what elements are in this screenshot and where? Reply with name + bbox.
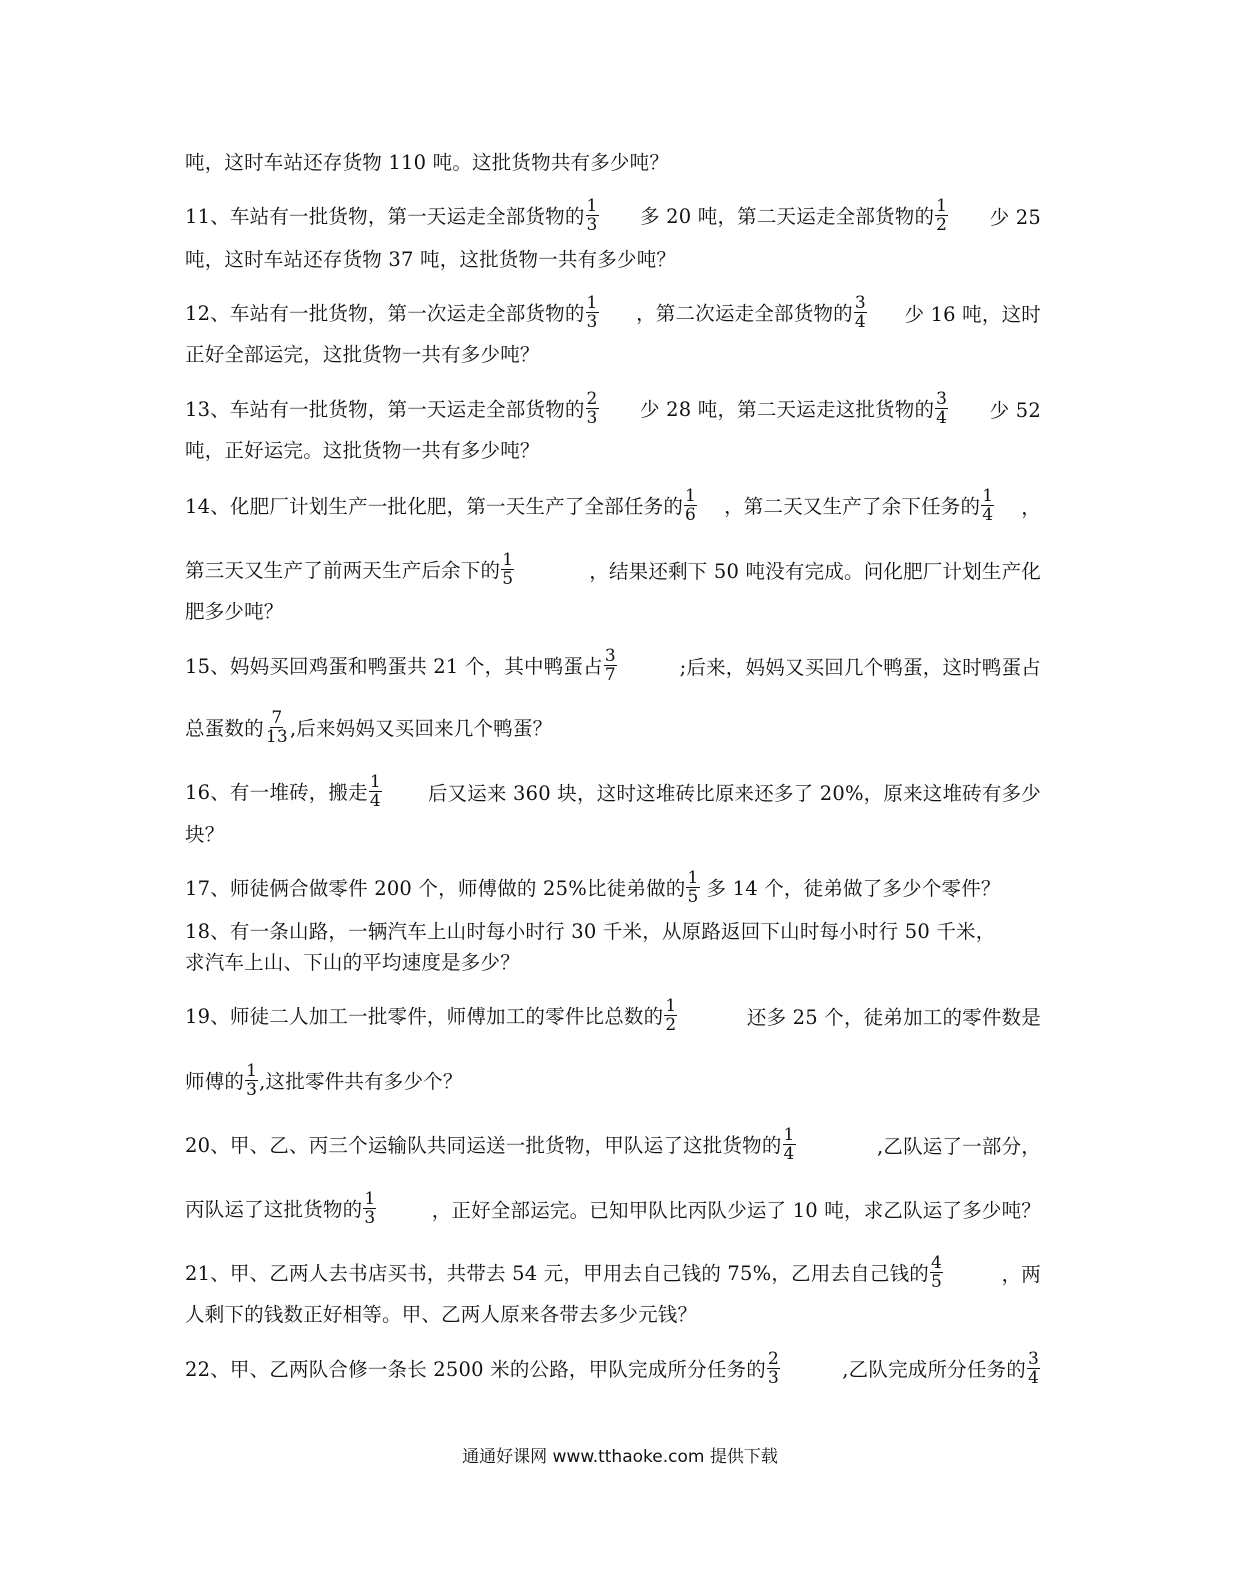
fraction: $\frac{2}{3}$ bbox=[767, 1349, 779, 1388]
question-22-line-1 bbox=[185, 1349, 1041, 1389]
page-footer: 通通好课网 www.tthaoke.com 提供下载 bbox=[462, 1447, 778, 1467]
question-15-line-1 bbox=[185, 646, 1041, 686]
question-19-line-2 bbox=[185, 1061, 1041, 1101]
text-segment: 少 52 bbox=[989, 398, 1041, 422]
text-segment: 少 16 吨，这时 bbox=[904, 302, 1041, 326]
text-segment: 丙队运了这批货物的 bbox=[185, 1198, 363, 1221]
fraction: $\frac{1}{3}$ bbox=[246, 1061, 258, 1100]
text-segment: 求汽车上山、下山的平均速度是多少？ bbox=[185, 951, 520, 974]
text-segment: 13、车站有一批货物，第一天运走全部货物的 bbox=[185, 398, 585, 421]
question-21-line-1 bbox=[185, 1253, 1041, 1293]
fraction: $\frac{1}{3}$ bbox=[586, 293, 598, 332]
question-15-line-2 bbox=[185, 708, 1041, 748]
text-segment: 后又运来 360 块，这时这堆砖比原来还多了 20%，原来这堆砖有多少 bbox=[427, 781, 1041, 805]
text-segment: 12、车站有一批货物，第一次运走全部货物的 bbox=[185, 302, 585, 325]
fraction: $\frac{1}{3}$ bbox=[364, 1189, 376, 1228]
question-21-line-2 bbox=[185, 1302, 1041, 1328]
fraction: $\frac{1}{5}$ bbox=[687, 868, 699, 907]
text-segment: 19、师徒二人加工一批零件，师傅加工的零件比总数的 bbox=[185, 1005, 664, 1028]
fraction: $\frac{1}{4}$ bbox=[982, 486, 994, 525]
question-20-line-1 bbox=[185, 1125, 1041, 1165]
text-segment: ，第二次运走全部货物的 bbox=[636, 302, 853, 325]
fraction: $\frac{7}{13}$ bbox=[265, 708, 288, 747]
text-segment: ,这批零件共有多少个？ bbox=[259, 1070, 463, 1093]
question-16-line-2 bbox=[185, 822, 1041, 848]
text-segment: 还多 25 个，徒弟加工的零件数是 bbox=[746, 1005, 1041, 1029]
text-segment: 正好全部运完，这批货物一共有多少吨？ bbox=[185, 343, 540, 366]
question-18-line-2 bbox=[185, 950, 1041, 976]
text-segment: 第三天又生产了前两天生产后余下的 bbox=[185, 559, 501, 582]
text-segment: 14、化肥厂计划生产一批化肥，第一天生产了全部任务的 bbox=[185, 495, 684, 518]
text-segment: 吨，这时车站还存货物 110 吨。这批货物共有多少吨？ bbox=[185, 151, 670, 174]
text-segment: 块？ bbox=[185, 823, 225, 846]
fraction: $\frac{1}{5}$ bbox=[502, 550, 514, 589]
fraction: $\frac{1}{2}$ bbox=[936, 196, 948, 235]
text-segment: 17、师徒俩合做零件 200 个，师傅做的 25%比徒弟做的 bbox=[185, 877, 686, 900]
text-segment: 多 14 个，徒弟做了多少个零件？ bbox=[706, 877, 1001, 900]
text-segment: 22、甲、乙两队合修一条长 2500 米的公路，甲队完成所分任务的 bbox=[185, 1358, 766, 1381]
question-17-line-1 bbox=[185, 868, 1041, 908]
fraction: $\frac{1}{4}$ bbox=[783, 1125, 795, 1164]
text-segment: ,乙队运了一部分， bbox=[877, 1134, 1041, 1158]
question-12-line-2 bbox=[185, 342, 1041, 368]
question-11-line-1 bbox=[185, 196, 1041, 236]
text-segment: 18、有一条山路，一辆汽车上山时每小时行 30 千米，从原路返回下山时每小时行 50 千米， bbox=[185, 920, 996, 943]
fraction: $\frac{3}{4}$ bbox=[936, 389, 948, 428]
question-20-line-2 bbox=[185, 1189, 1041, 1229]
text-segment: 总蛋数的 bbox=[185, 717, 264, 740]
question-14-line-1 bbox=[185, 486, 1041, 526]
text-segment: 15、妈妈买回鸡蛋和鸭蛋共 21 个，其中鸭蛋占 bbox=[185, 655, 603, 678]
text-segment: ,后来妈妈又买回来几个鸭蛋？ bbox=[289, 717, 553, 740]
text-segment: 多 20 吨，第二天运走全部货物的 bbox=[640, 205, 935, 228]
text-line bbox=[185, 150, 1041, 176]
question-19-line-1 bbox=[185, 996, 1041, 1036]
question-14-line-2 bbox=[185, 550, 1041, 590]
text-segment: 肥多少吨？ bbox=[185, 600, 284, 623]
text-segment: 21、甲、乙两人去书店买书，共带去 54 元，甲用去自己钱的 75%，乙用去自己钱的 bbox=[185, 1262, 929, 1285]
fraction: $\frac{1}{4}$ bbox=[369, 772, 381, 811]
text-segment: ，结果还剩下 50 吨没有完成。问化肥厂计划生产化 bbox=[589, 559, 1041, 583]
text-segment: ，两 bbox=[1001, 1262, 1041, 1286]
fraction: $\frac{4}{5}$ bbox=[930, 1253, 942, 1292]
text-segment: 16、有一堆砖，搬走 bbox=[185, 781, 368, 804]
text-segment: ， bbox=[1021, 495, 1041, 519]
question-12-line-1 bbox=[185, 293, 1041, 333]
fraction: $\frac{3}{4}$ bbox=[1027, 1349, 1039, 1388]
text-segment: 11、车站有一批货物，第一天运走全部货物的 bbox=[185, 205, 585, 228]
fraction: $\frac{1}{3}$ bbox=[586, 196, 598, 235]
fraction: $\frac{1}{6}$ bbox=[685, 486, 697, 525]
text-segment: 20、甲、乙、丙三个运输队共同运送一批货物，甲队运了这批货物的 bbox=[185, 1134, 782, 1157]
text-segment: ，正好全部运完。已知甲队比丙队少运了 10 吨，求乙队运了多少吨？ bbox=[431, 1198, 1041, 1222]
text-segment: 少 25 bbox=[989, 205, 1041, 229]
text-segment: ，第二天又生产了余下任务的 bbox=[724, 495, 981, 518]
question-11-line-2 bbox=[185, 247, 1041, 273]
fraction: $\frac{1}{2}$ bbox=[665, 996, 677, 1035]
question-13-line-2 bbox=[185, 438, 1041, 464]
question-18-line-1 bbox=[185, 919, 1041, 945]
question-16-line-1 bbox=[185, 772, 1041, 812]
fraction: $\frac{3}{4}$ bbox=[854, 293, 866, 332]
text-segment: 吨，这时车站还存货物 37 吨，这批货物一共有多少吨？ bbox=[185, 248, 677, 271]
text-segment: 吨，正好运完。这批货物一共有多少吨？ bbox=[185, 439, 540, 462]
text-segment: ,乙队完成所分任务的 bbox=[842, 1358, 1026, 1381]
question-14-line-3 bbox=[185, 599, 1041, 625]
question-13-line-1 bbox=[185, 389, 1041, 429]
text-segment: ;后来，妈妈又买回几个鸭蛋，这时鸭蛋占 bbox=[679, 655, 1041, 679]
text-segment: 人剩下的钱数正好相等。甲、乙两人原来各带去多少元钱？ bbox=[185, 1303, 698, 1326]
text-segment: 少 28 吨，第二天运走这批货物的 bbox=[640, 398, 935, 421]
fraction: $\frac{2}{3}$ bbox=[586, 389, 598, 428]
fraction: $\frac{3}{7}$ bbox=[604, 646, 616, 685]
text-segment: 师傅的 bbox=[185, 1070, 245, 1093]
